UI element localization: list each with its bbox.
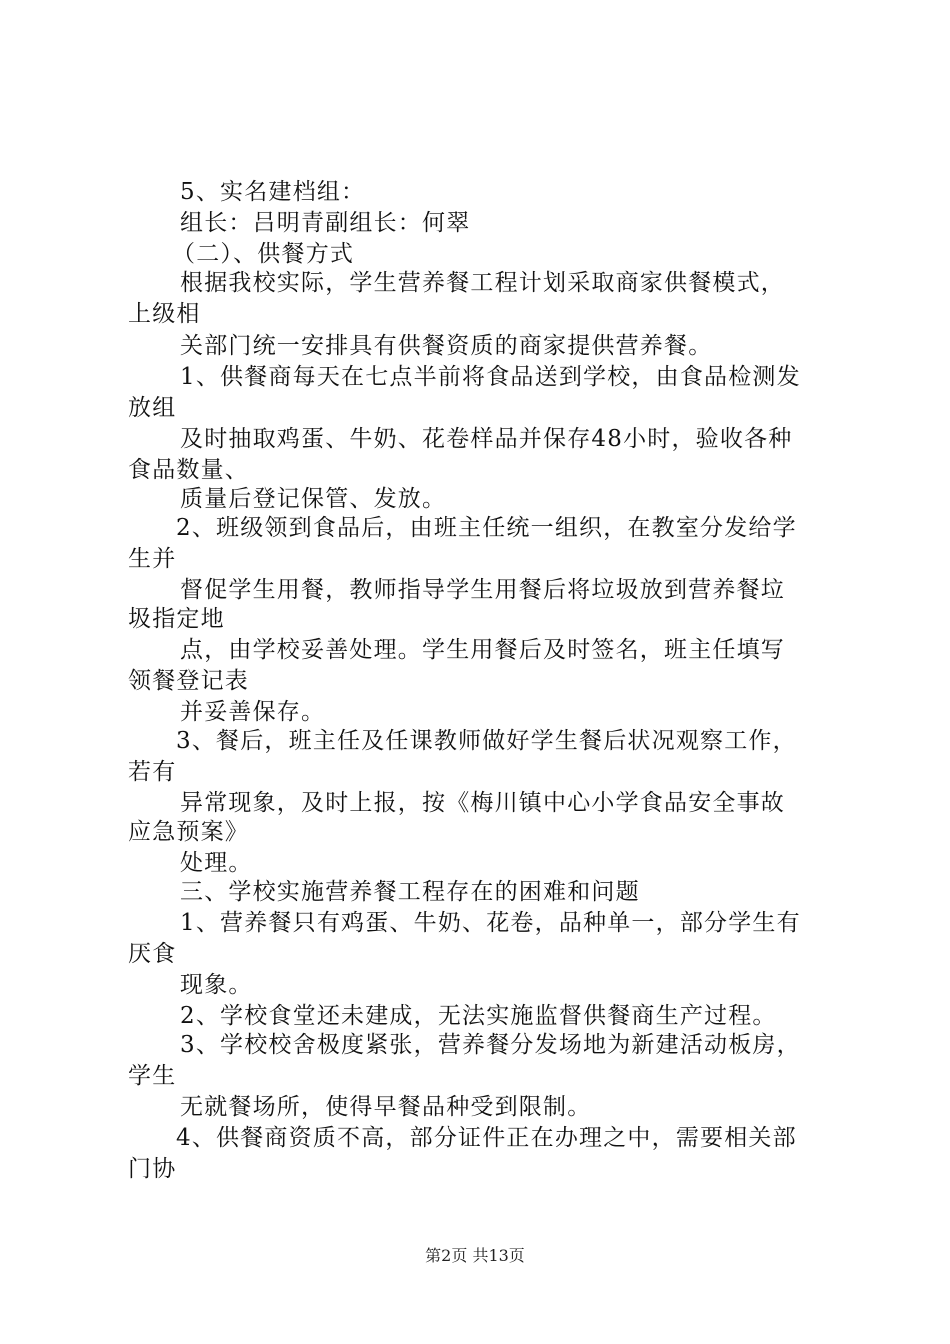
text-line: 2、班级领到食品后，由班主任统一组织，在教室分发给学: [176, 515, 797, 541]
text-line: 4、供餐商资质不高，部分证件正在办理之中，需要相关部: [176, 1125, 797, 1151]
text-line: 食品数量、: [128, 457, 249, 483]
text-line: 质量后登记保管、发放。: [180, 486, 447, 512]
text-line: 1、营养餐只有鸡蛋、牛奶、花卷，品种单一，部分学生有: [180, 910, 801, 936]
text-line: 无就餐场所，使得早餐品种受到限制。: [180, 1094, 592, 1120]
text-line: 处理。: [180, 850, 253, 876]
text-line: 督促学生用餐，教师指导学生用餐后将垃圾放到营养餐垃: [180, 577, 785, 603]
text-line: 并妥善保存。: [180, 699, 326, 725]
text-line: 厌食: [128, 941, 177, 967]
text-line: 圾指定地: [128, 606, 225, 632]
section-heading: 三、学校实施营养餐工程存在的困难和问题: [180, 879, 640, 905]
text-line: （二）、供餐方式: [172, 241, 355, 267]
text-line: 学生: [128, 1063, 177, 1089]
text-line: 现象。: [180, 972, 253, 998]
text-line: 生并: [128, 546, 177, 572]
text-line: 3、餐后，班主任及任课教师做好学生餐后状况观察工作，: [176, 728, 797, 754]
text-line: 领餐登记表: [128, 668, 249, 694]
text-line: 上级相: [128, 301, 201, 327]
text-line: 放组: [128, 395, 177, 421]
text-line: 组长：吕明青副组长：何翠: [180, 210, 471, 236]
text-line: 关部门统一安排具有供餐资质的商家提供营养餐。: [180, 333, 713, 359]
text-line: 点，由学校妥善处理。学生用餐后及时签名，班主任填写: [180, 637, 785, 663]
text-line: 5、实名建档组：: [180, 179, 366, 205]
text-line: 根据我校实际，学生营养餐工程计划采取商家供餐模式，: [180, 270, 785, 296]
page-footer: 第2页 共13页: [425, 1246, 525, 1265]
text-line: 1、供餐商每天在七点半前将食品送到学校，由食品检测发: [180, 364, 801, 390]
text-line: 3、学校校舍极度紧张，营养餐分发场地为新建活动板房，: [180, 1032, 801, 1058]
text-line: 异常现象，及时上报，按《梅川镇中心小学食品安全事故: [180, 790, 785, 816]
text-line: 门协: [128, 1156, 177, 1182]
text-line: 若有: [128, 759, 177, 785]
text-line: 应急预案》: [128, 819, 249, 845]
text-line: 及时抽取鸡蛋、牛奶、花卷样品并保存48小时，验收各种: [180, 426, 793, 452]
text-line: 2、学校食堂还未建成，无法实施监督供餐商生产过程。: [180, 1003, 777, 1029]
